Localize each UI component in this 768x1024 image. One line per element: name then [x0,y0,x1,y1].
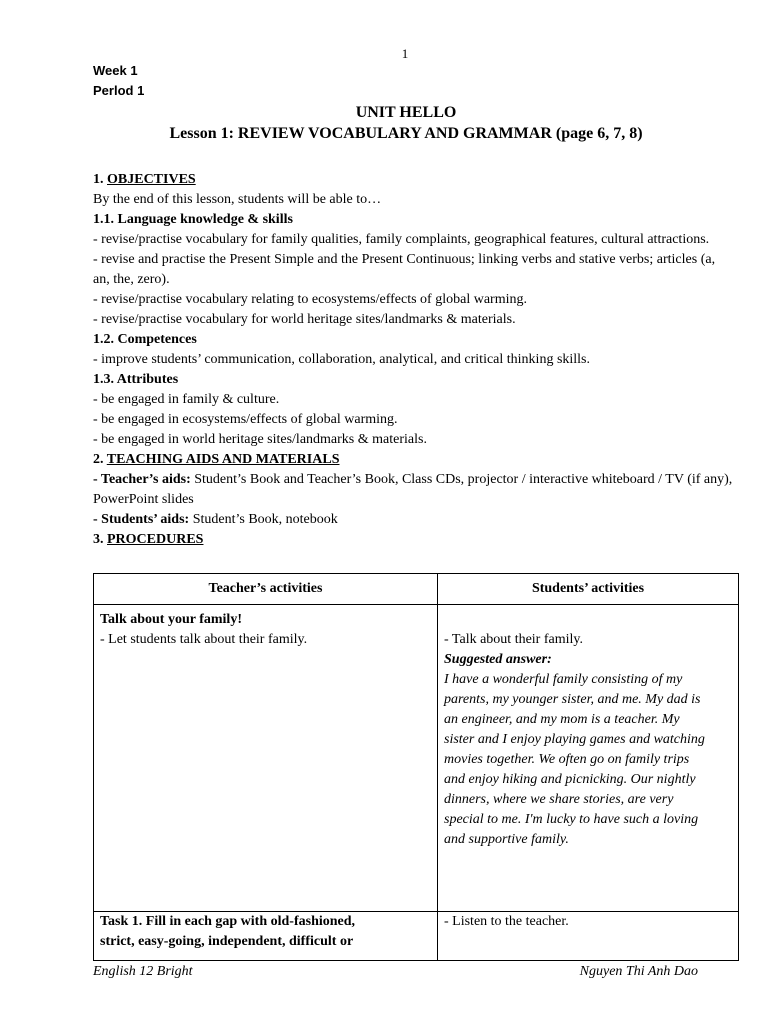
student-aids-text: Student’s Book, notebook [189,512,338,527]
suggested-answer-line: an engineer, and my mom is a teacher. My [444,712,680,727]
teacher-cell [94,605,438,912]
attributes-item: - be engaged in ecosystems/effects of global warming. [93,412,398,427]
suggested-answer-line: I have a wonderful family consisting of my [444,672,683,687]
competences-item: - improve students’ communication, collaboration, analytical, and critical thinking skills. [93,352,591,367]
teacher-column-header: Teacher’s activities [94,574,438,605]
language-item: - revise/practise vocabulary relating to ecosystems/effects of global warming. [93,292,527,307]
section-title: PROCEDURES [107,532,204,547]
suggested-answer-line: special to me. I'm lucky to have such a loving [444,812,699,827]
suggested-answer-line: and supportive family. [444,832,569,847]
table-row [94,605,739,912]
header-meta [93,61,144,101]
language-item: - revise and practise the Present Simple and the Present Continuous; linking verbs and stative verbs; articles (a, an, the, zero). [93,252,716,287]
activity-text: - Let students talk about their family. [100,632,308,647]
teacher-aids [93,470,733,510]
language-heading: 1.1. Language knowledge & skills [93,212,293,227]
lesson-title: Lesson 1: REVIEW VOCABULARY AND GRAMMAR (page 6, 7, 8) [169,125,643,142]
language-item: - revise/practise vocabulary for world heritage sites/landmarks & materials. [93,312,516,327]
suggested-answer-label: Suggested answer: [444,652,552,667]
section-number: 2. [93,452,107,467]
task-heading-line: strict, easy-going, independent, difficult or [100,934,354,949]
week-label: Week 1 [93,63,138,78]
unit-title: UNIT HELLO [355,104,457,121]
suggested-answer-line: and enjoy hiking and picnicking. Our nightly [444,772,696,787]
student-aids [93,510,733,530]
activity-text: - Listen to the teacher. [444,914,569,929]
students-cell [438,912,739,961]
lesson-titles [0,102,768,144]
suggested-answer-line: dinners, where we share stories, are very [444,792,674,807]
teacher-cell [94,912,438,961]
suggested-answer-line: sister and I enjoy playing games and watching [444,732,705,747]
footer-left: English 12 Bright [93,964,193,979]
competences-heading: 1.2. Competences [93,332,197,347]
suggested-answer-line: movies together. We often go on family trips [444,752,690,767]
task-heading-line: Task 1. Fill in each gap with old-fashioned, [100,914,356,929]
objectives-heading [93,170,733,190]
teacher-aids-label: - Teacher’s aids: [93,472,191,487]
student-aids-label: - Students’ aids: [93,512,190,527]
section-title: TEACHING AIDS AND MATERIALS [106,452,340,467]
suggested-answer-line: parents, my younger sister, and me. My dad is [444,692,701,707]
teacher-aids-text: Student’s Book and Teacher’s Book, Class CDs, projector / interactive whiteboard / TV (if any), PowerPoint slides [93,472,733,507]
table-row [94,912,739,961]
students-column-header: Students’ activities [438,574,739,605]
lesson-content [93,170,733,550]
page-footer [93,962,698,982]
page-number: 1 [401,46,409,61]
table-header-row [94,574,739,605]
footer-right: Nguyen Thi Anh Dao [579,964,698,979]
attributes-item: - be engaged in world heritage sites/landmarks & materials. [93,432,427,447]
procedures-heading [93,530,733,550]
activity-text: - Talk about their family. [444,632,583,647]
period-label: Perlod 1 [93,83,145,98]
attributes-heading: 1.3. Attributes [93,372,179,387]
language-item: - revise/practise vocabulary for family qualities, family complaints, geographical features, cultural attractions. [93,232,710,247]
attributes-item: - be engaged in family & culture. [93,392,280,407]
students-cell [438,605,739,912]
section-number: 1. [93,172,107,187]
procedures-table [93,573,739,961]
section-number: 3. [93,532,107,547]
objectives-intro: By the end of this lesson, students will be able to… [93,192,382,207]
section-title: OBJECTIVES [107,172,196,187]
teaching-aids-heading [93,450,733,470]
activity-heading: Talk about your family! [100,612,242,627]
